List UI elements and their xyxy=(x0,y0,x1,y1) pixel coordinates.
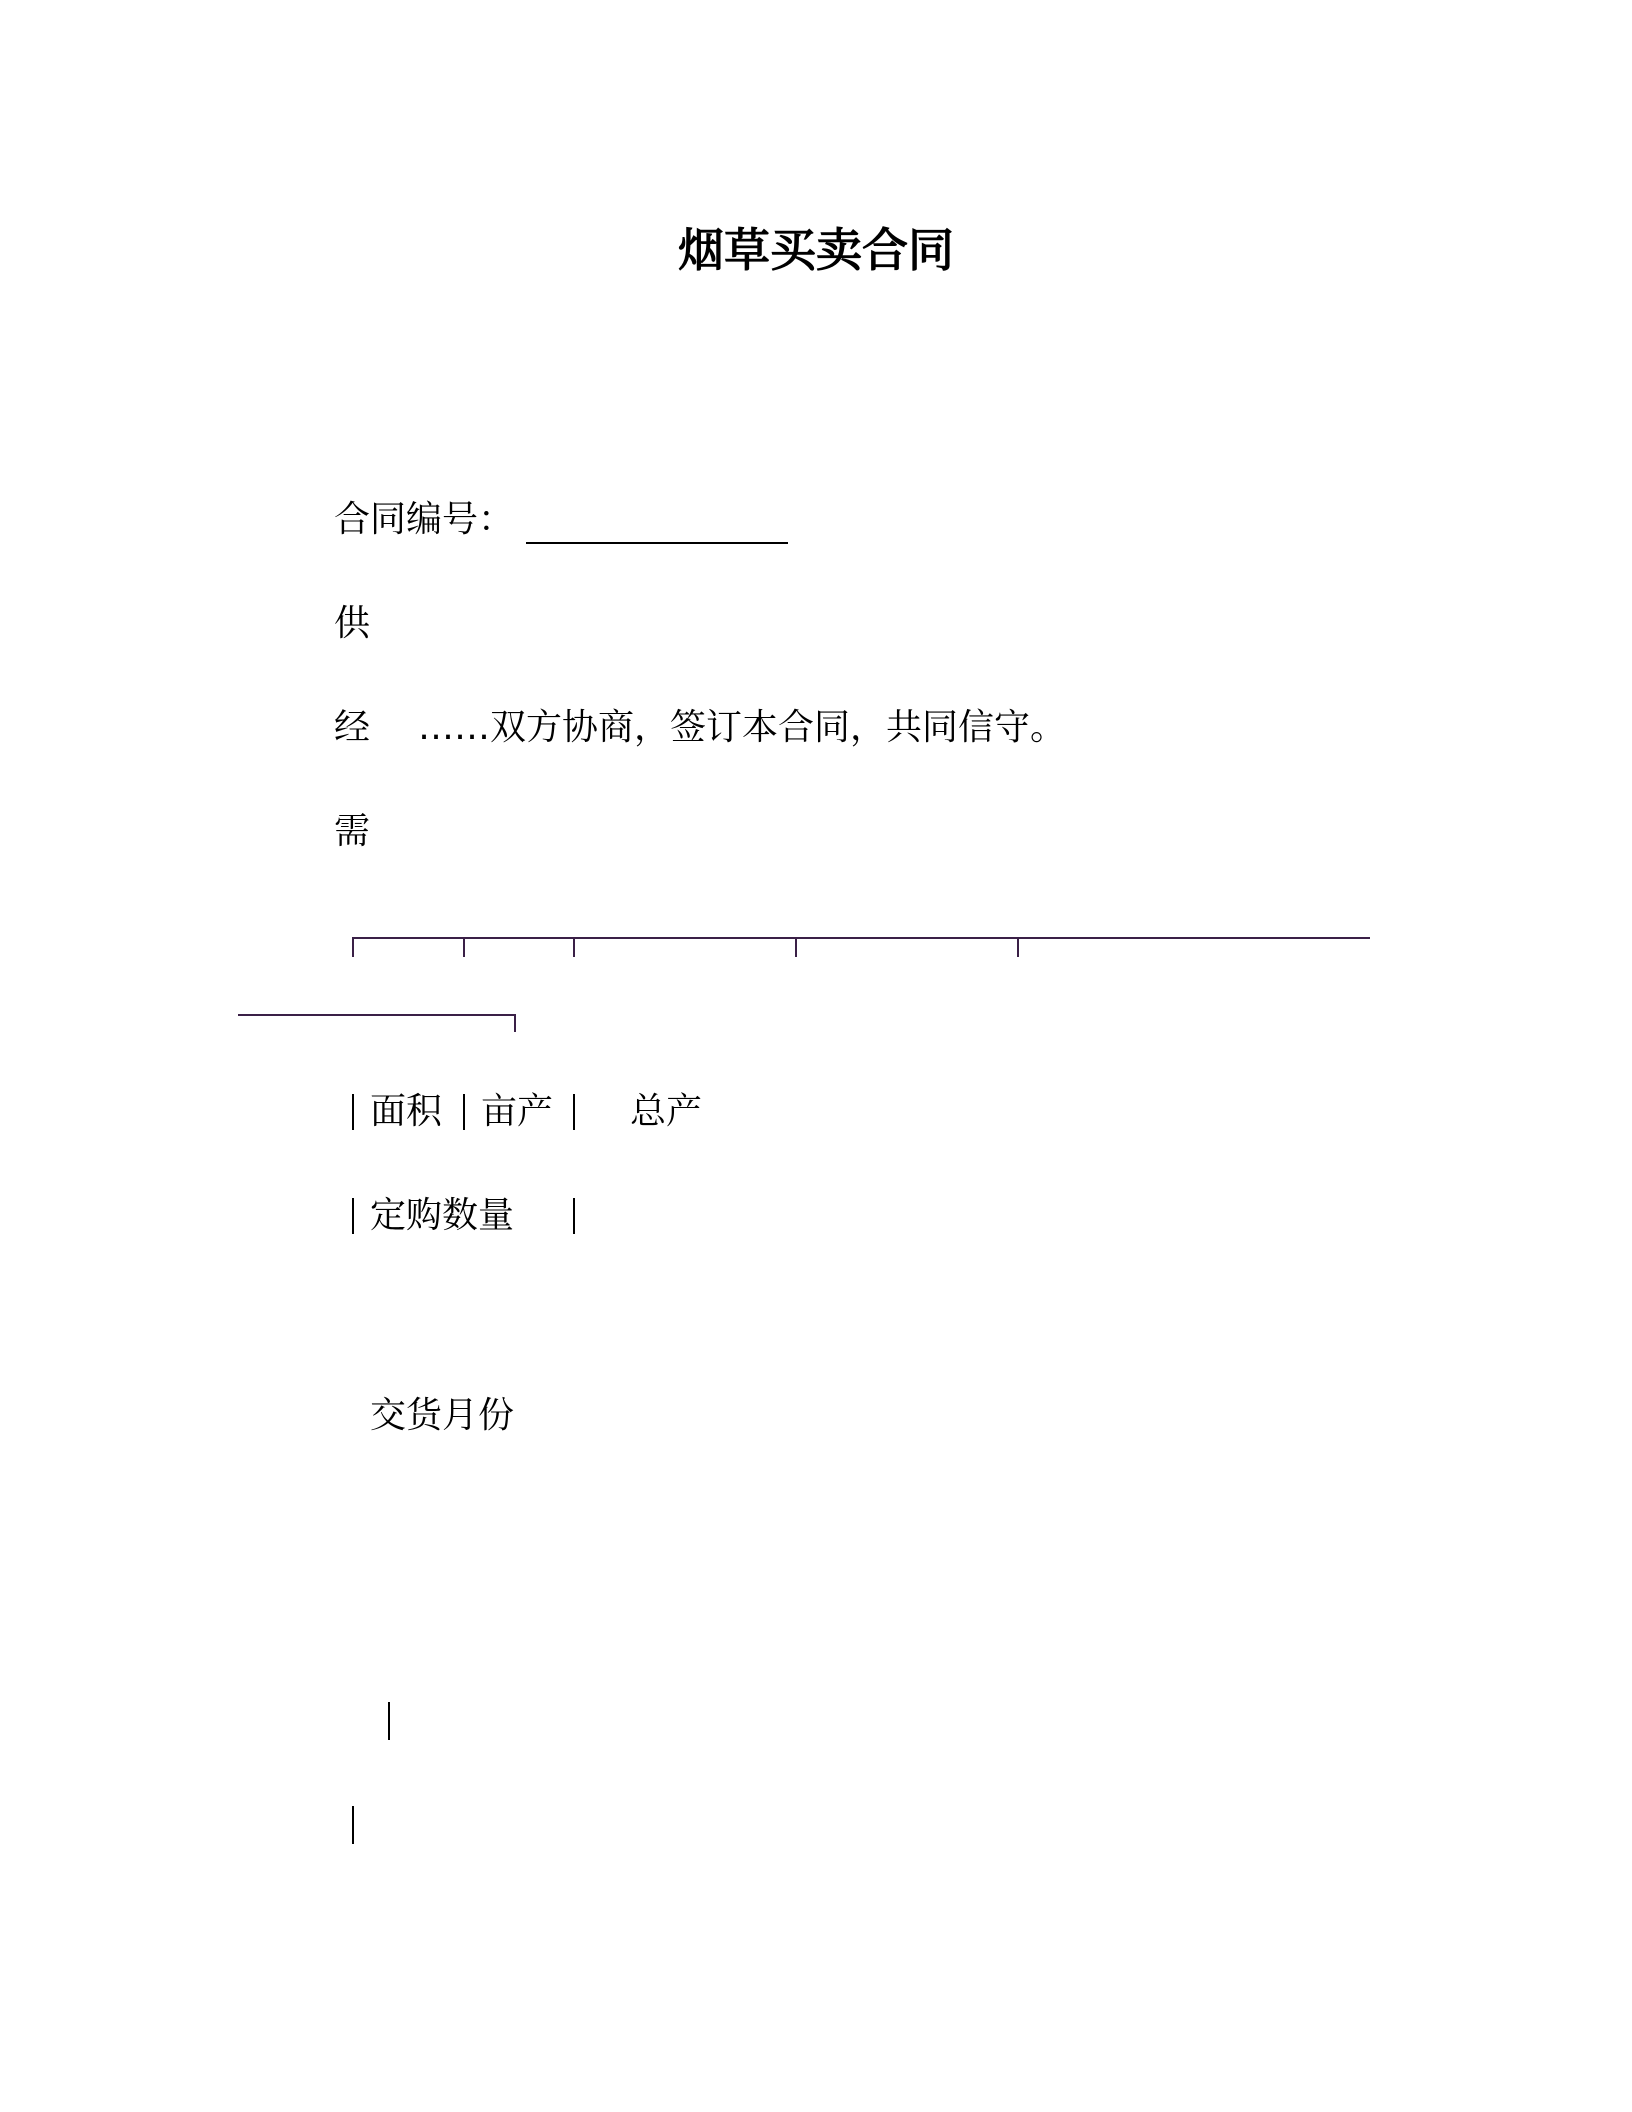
cell-divider xyxy=(463,1094,465,1130)
total-yield-header: 总产 xyxy=(630,1091,703,1132)
table-tick xyxy=(352,937,354,957)
table-top-rule xyxy=(352,937,1370,939)
cell-divider xyxy=(388,1702,390,1740)
table-tick xyxy=(514,1014,516,1032)
table-tick xyxy=(795,937,797,957)
table-tick xyxy=(1017,937,1019,957)
area-header: 面积 xyxy=(370,1091,443,1132)
agreement-text: ……双方协商，签订本合同，共同信守。 xyxy=(418,707,1067,748)
table-second-rule xyxy=(238,1014,516,1016)
cell-divider xyxy=(352,1198,354,1234)
cell-divider xyxy=(573,1094,575,1130)
contract-number-row xyxy=(334,496,788,544)
order-quantity-header: 定购数量 xyxy=(370,1195,515,1236)
jing-label: 经 xyxy=(334,707,371,748)
cell-divider xyxy=(352,1094,354,1130)
supplier-label: 供 xyxy=(334,603,371,644)
cell-divider xyxy=(573,1198,575,1234)
cell-divider xyxy=(352,1806,354,1844)
delivery-month-header: 交货月份 xyxy=(370,1395,515,1436)
contract-number-label: 合同编号： xyxy=(334,499,515,540)
mu-yield-header: 亩产 xyxy=(481,1091,554,1132)
table-tick xyxy=(573,937,575,957)
page-title: 烟草买卖合同 xyxy=(678,223,954,277)
demand-label: 需 xyxy=(334,811,371,852)
contract-number-blank[interactable] xyxy=(526,502,788,544)
table-tick xyxy=(463,937,465,957)
